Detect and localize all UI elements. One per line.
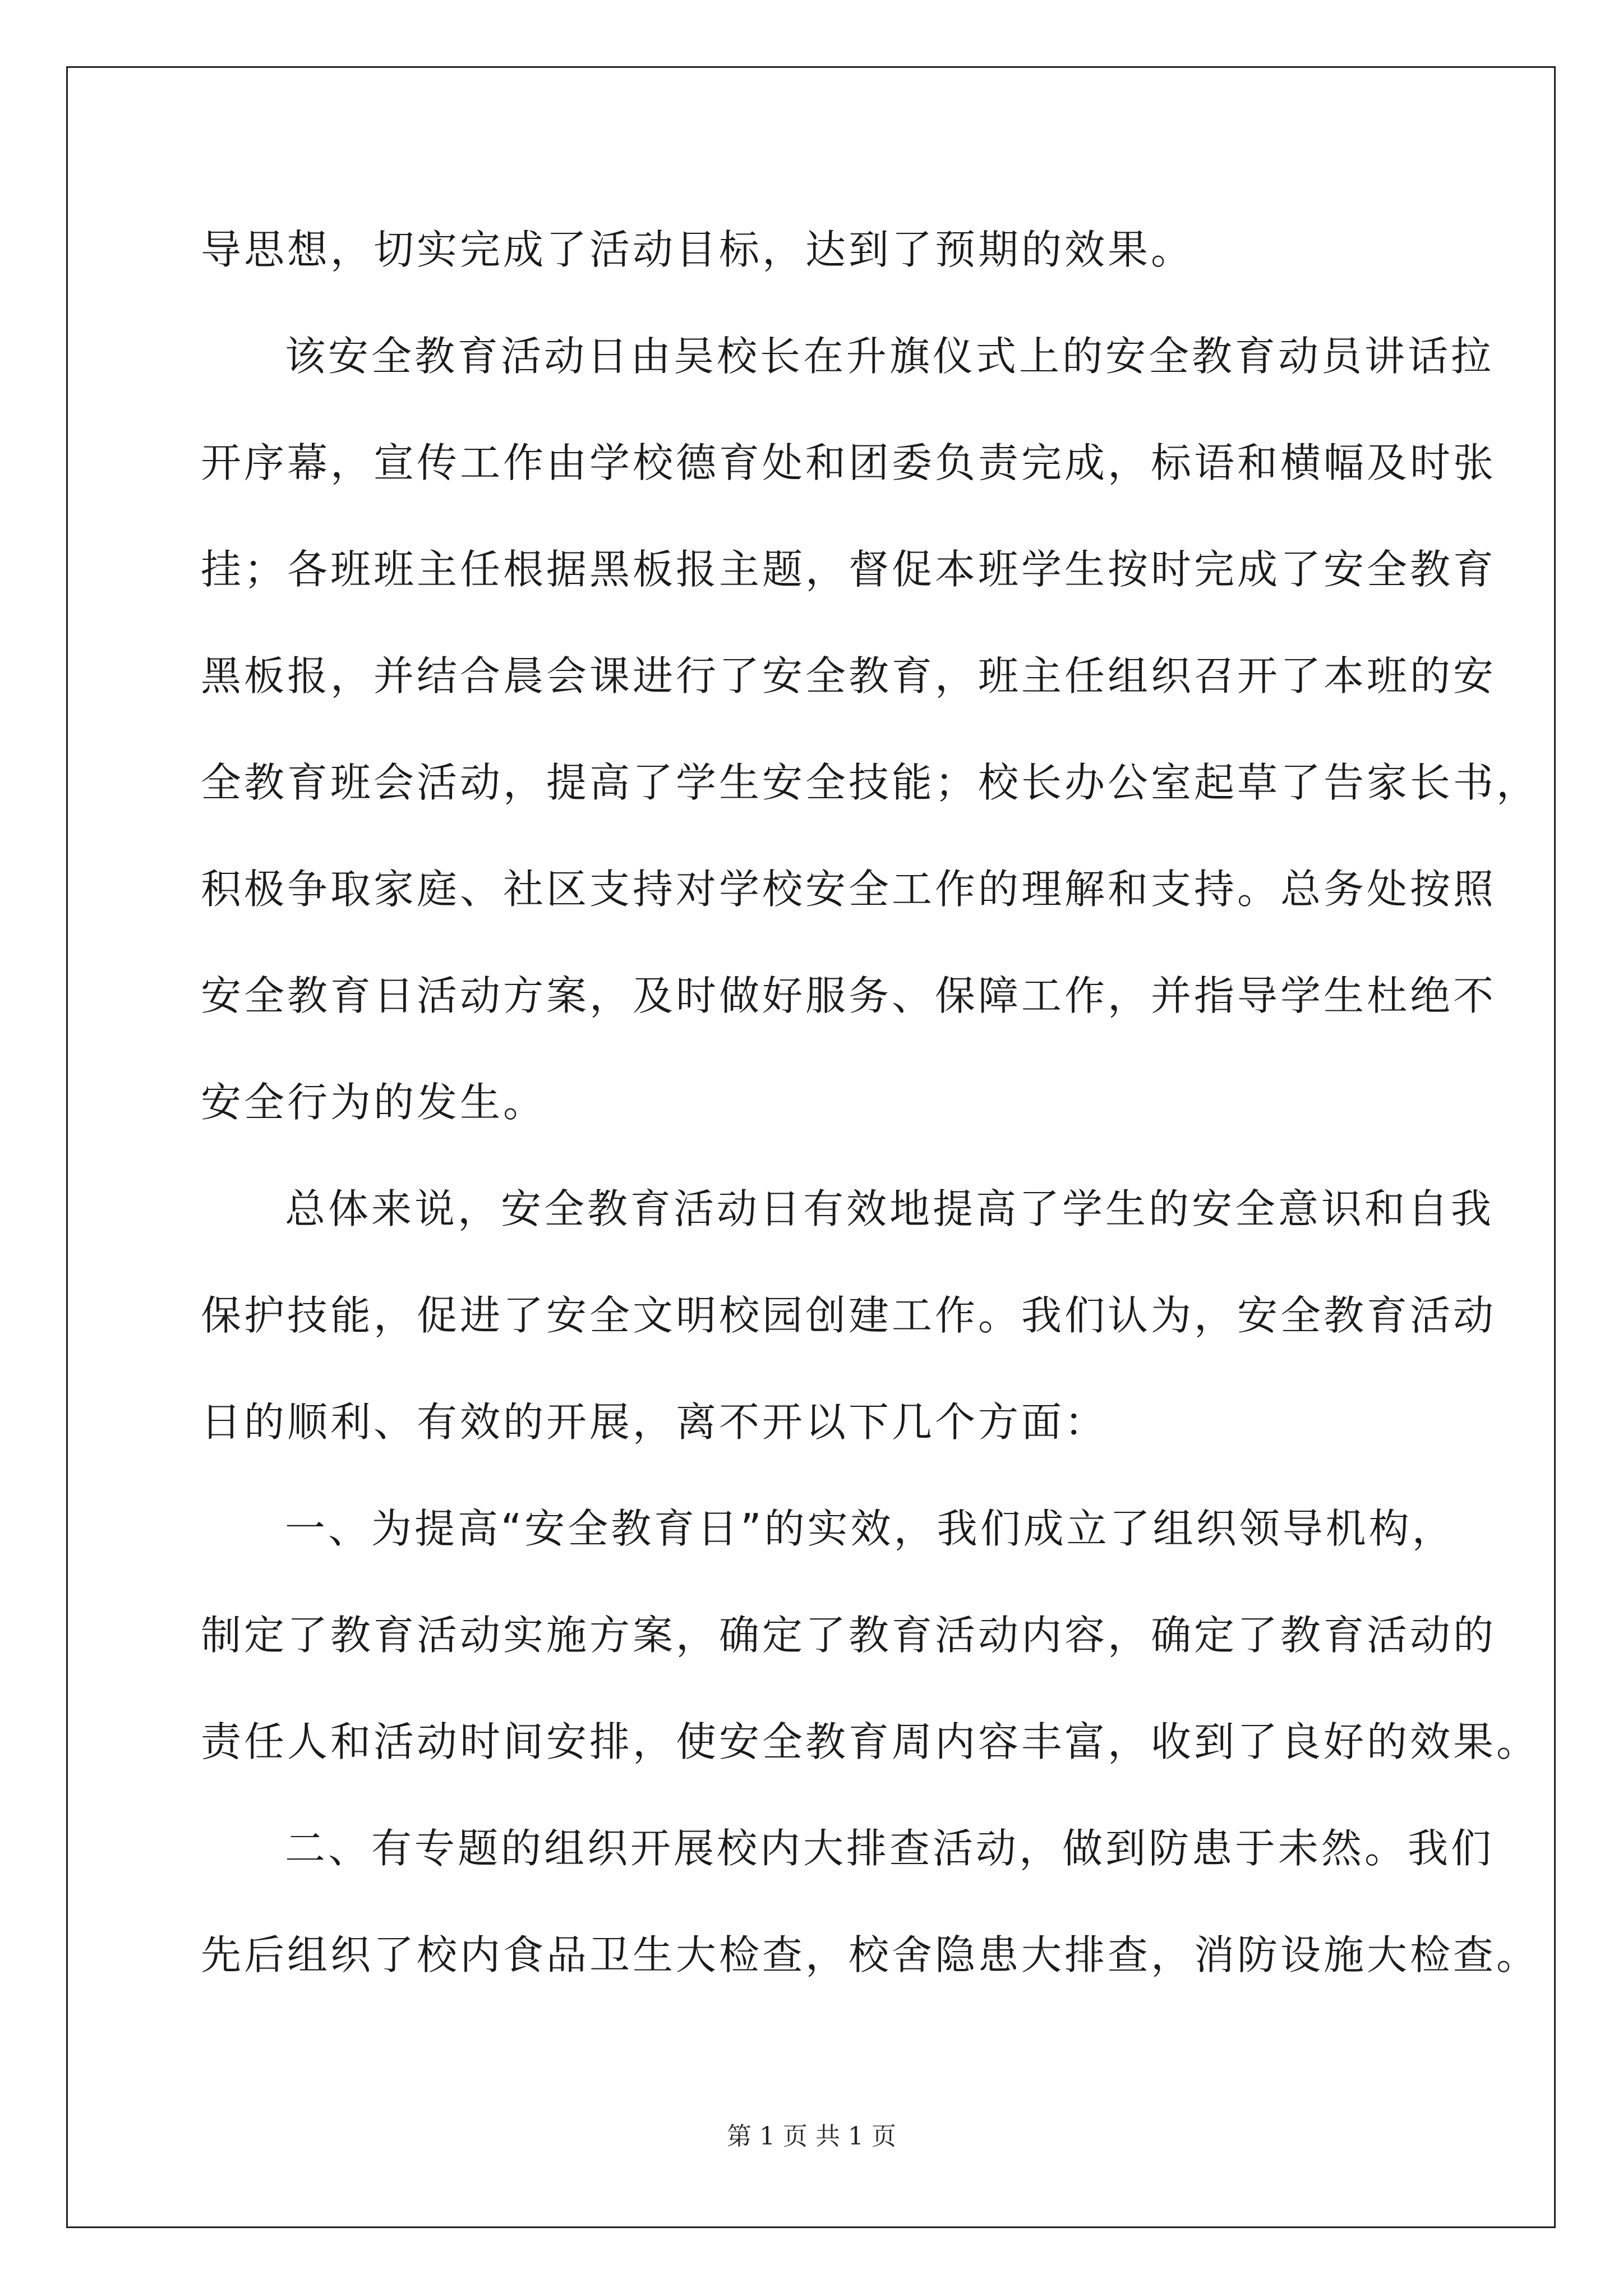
text-line: 二、有专题的组织开展校内大排查活动，做到防患于未然。我们 xyxy=(285,1825,1495,1872)
text-line: 导思想，切实完成了活动目标，达到了预期的效果。 xyxy=(201,226,1195,273)
text-line: 安全教育日活动方案，及时做好服务、保障工作，并指导学生杜绝不 xyxy=(201,972,1497,1019)
text-line: 责任人和活动时间安排，使安全教育周内容丰富，收到了良好的效果。 xyxy=(201,1718,1540,1765)
text-line: 积极争取家庭、社区支持对学校安全工作的理解和支持。总务处按照 xyxy=(201,866,1497,913)
text-line: 安全行为的发生。 xyxy=(201,1079,547,1126)
text-line: 总体来说，安全教育活动日有效地提高了学生的安全意识和自我 xyxy=(285,1185,1495,1232)
page-footer: 第 1 页 共 1 页 xyxy=(727,2122,896,2151)
text-line: 保护技能，促进了安全文明校园创建工作。我们认为，安全教育活动 xyxy=(201,1292,1497,1339)
text-line: 制定了教育活动实施方案，确定了教育活动内容，确定了教育活动的 xyxy=(201,1612,1497,1659)
text-line: 一、为提高“安全教育日”的实效，我们成立了组织领导机构， xyxy=(285,1505,1455,1552)
text-line: 黑板报，并结合晨会课进行了安全教育，班主任组织召开了本班的安 xyxy=(201,652,1497,700)
text-line: 日的顺利、有效的开展，离不开以下几个方面： xyxy=(201,1398,1108,1446)
text-line: 先后组织了校内食品卫生大检查，校舍隐患大排查，消防设施大检查。 xyxy=(201,1931,1540,1978)
text-line: 挂；各班班主任根据黑板报主题，督促本班学生按时完成了安全教育 xyxy=(201,546,1497,593)
text-line: 全教育班会活动，提高了学生安全技能；校长办公室起草了告家长书， xyxy=(201,759,1540,806)
document-body xyxy=(201,196,1540,2008)
text-line: 该安全教育活动日由吴校长在升旗仪式上的安全教育动员讲话拉 xyxy=(285,333,1495,380)
text-line: 开序幕，宣传工作由学校德育处和团委负责完成，标语和横幅及时张 xyxy=(201,439,1497,486)
